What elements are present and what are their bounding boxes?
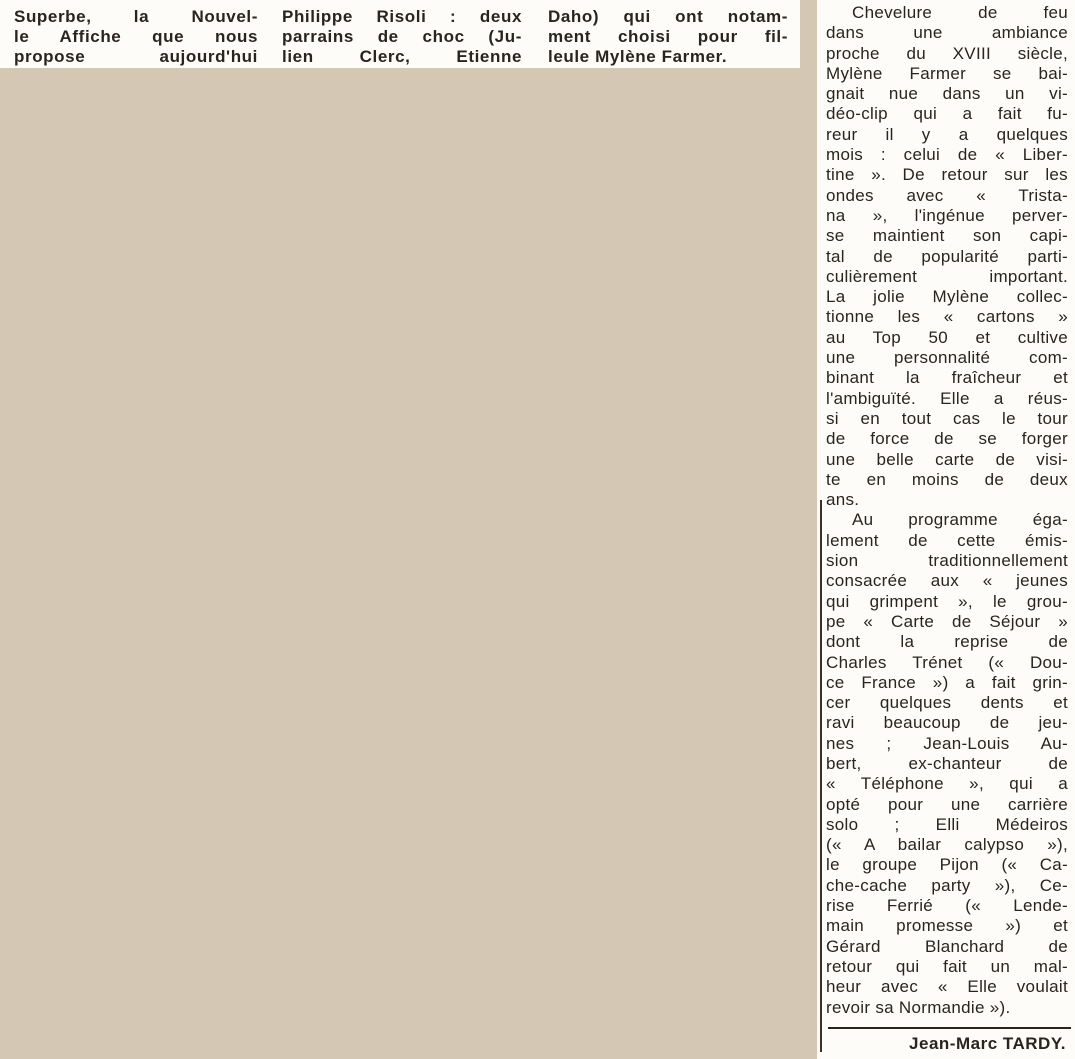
article-line: se maintient son capi- [826, 226, 1068, 246]
article-line: qui grimpent », le grou- [826, 591, 1068, 611]
column-1-line: Superbe, la Nouvel- [14, 7, 258, 26]
article-line: ravi beaucoup de jeu- [826, 713, 1068, 733]
article-line: Charles Trénet (« Dou- [826, 652, 1068, 672]
article-line: main promesse ») et [826, 916, 1068, 936]
article-line: heur avec « Elle voulait [826, 977, 1068, 997]
article-line: le groupe Pijon (« Ca- [826, 855, 1068, 875]
article-line: tine ». De retour sur les [826, 165, 1068, 185]
article-body [826, 3, 1068, 1018]
article-line: revoir sa Normandie »). [826, 997, 1011, 1017]
article-line: de force de se forger [826, 429, 1068, 449]
article-line: sion traditionnellement [826, 551, 1068, 571]
article-line: bert, ex-chanteur de [826, 753, 1068, 773]
article-line: La jolie Mylène collec- [826, 287, 1068, 307]
article-line: tal de popularité parti- [826, 246, 1068, 266]
column-3-line: ment choisi pour fil- [548, 27, 788, 46]
column-1-line: propose aujourd'hui [14, 47, 258, 66]
article-line: nes ; Jean-Louis Au- [826, 733, 1068, 753]
article-line: lement de cette émis- [826, 530, 1068, 550]
article-line: Au programme éga- [852, 510, 1068, 530]
column-2 [282, 7, 522, 67]
article-line: dans une ambiance [826, 23, 1068, 43]
article-line: si en tout cas le tour [826, 408, 1068, 428]
article-line: Gérard Blanchard de [826, 936, 1068, 956]
article-line: rise Ferrié (« Lende- [826, 896, 1068, 916]
column-1 [14, 7, 258, 67]
article-line: Mylène Farmer se bai- [826, 63, 1068, 83]
article-line: tionne les « cartons » [826, 307, 1068, 327]
article-line: ans. [826, 490, 860, 510]
article-line: consacrée aux « jeunes [826, 571, 1068, 591]
article-line: Chevelure de feu [852, 3, 1068, 22]
column-2-line: Philippe Risoli : deux [282, 7, 522, 26]
article-line: ce France ») a fait grin- [826, 672, 1068, 692]
article-line: dont la reprise de [826, 632, 1068, 652]
column-3 [548, 7, 788, 67]
article-line: retour qui fait un mal- [826, 956, 1068, 976]
article-line: une belle carte de visi- [826, 449, 1068, 469]
signature-rule [828, 1027, 1071, 1029]
article-line: che-cache party »), Ce- [826, 875, 1068, 895]
article-line: gnait nue dans un vi- [826, 84, 1068, 104]
column-3-line: Daho) qui ont notam- [548, 7, 788, 26]
author-signature: Jean-Marc TARDY. [909, 1034, 1066, 1053]
article-line: na », l'ingénue perver- [826, 205, 1068, 225]
article-line: reur il y a quelques [826, 124, 1068, 144]
article-line: « Téléphone », qui a [826, 774, 1068, 794]
article-line: déo-clip qui a fait fu- [826, 104, 1068, 124]
column-2-line: parrains de choc (Ju- [282, 27, 522, 46]
article-line: mois : celui de « Liber- [826, 145, 1068, 165]
article-line: au Top 50 et cultive [826, 327, 1068, 347]
article-line: cer quelques dents et [826, 693, 1068, 713]
article-line: pe « Carte de Séjour » [826, 611, 1068, 631]
column-3-line: leule Mylène Farmer. [548, 47, 728, 66]
article-line: opté pour une carrière [826, 794, 1068, 814]
column-2-line: lien Clerc, Etienne [282, 47, 522, 66]
article-line: proche du XVIII siècle, [826, 43, 1068, 63]
article-line: binant la fraîcheur et [826, 368, 1068, 388]
column-rule [820, 500, 822, 1052]
article-line: ondes avec « Trista- [826, 185, 1068, 205]
column-1-line: le Affiche que nous [14, 27, 258, 46]
article-line: (« A bailar calypso »), [826, 835, 1068, 855]
article-line: l'ambiguïté. Elle a réus- [826, 388, 1068, 408]
article-line: solo ; Elli Médeiros [826, 814, 1068, 834]
article-line: une personnalité com- [826, 348, 1068, 368]
article-line: te en moins de deux [826, 469, 1068, 489]
article-line: culièrement important. [826, 266, 1068, 286]
